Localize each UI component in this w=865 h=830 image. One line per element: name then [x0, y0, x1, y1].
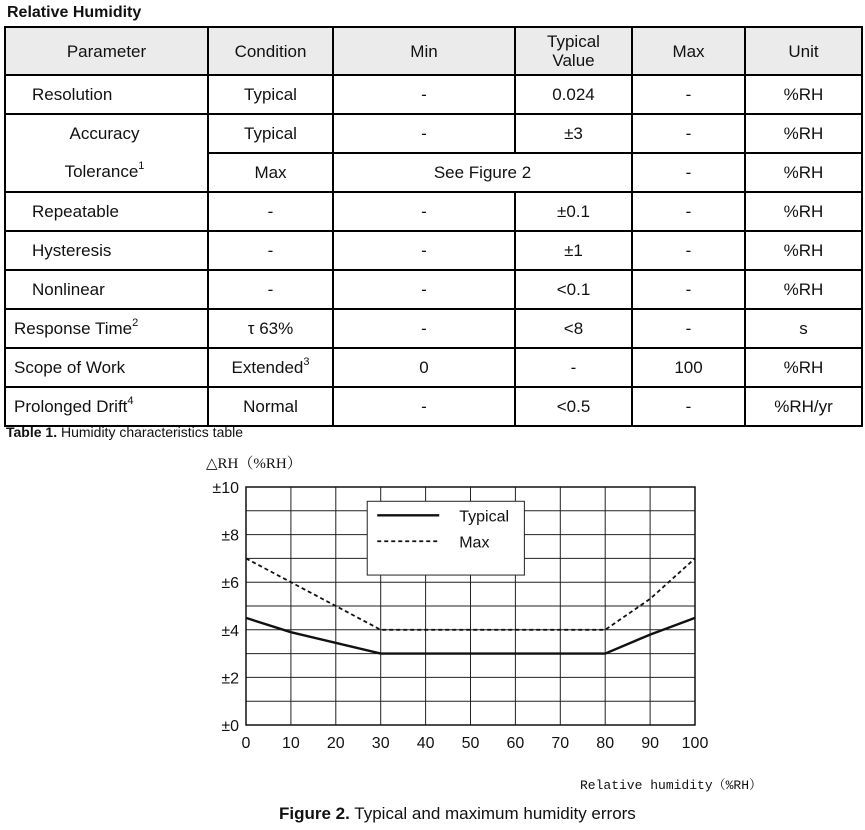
header-parameter: Parameter: [5, 27, 208, 75]
table-row: [5, 75, 862, 114]
x-tick-label: 20: [326, 735, 345, 752]
table-row: [5, 348, 862, 387]
table-row: [5, 114, 862, 153]
cell-typical: <8: [515, 309, 632, 348]
cell-condition: Typical: [208, 75, 333, 114]
y-axis-title: △RH（%RH）: [206, 456, 302, 472]
x-tick-label: 40: [416, 735, 435, 752]
cell-unit: %RH: [745, 75, 862, 114]
cell-condition-text: Extended: [231, 357, 304, 377]
cell-min: -: [333, 114, 515, 153]
cell-max: -: [632, 192, 745, 231]
section-title: Relative Humidity: [7, 4, 142, 21]
cell-max: -: [632, 114, 745, 153]
cell-max: -: [632, 153, 745, 192]
y-tick-label: ±6: [221, 575, 239, 593]
cell-condition: -: [208, 192, 333, 231]
footnote-marker: 3: [303, 355, 310, 368]
cell-parameter: Hysteresis: [5, 231, 208, 270]
x-tick-label: 80: [596, 735, 615, 752]
cell-unit: %RH: [745, 192, 862, 231]
cell-parameter: Accuracy: [5, 114, 208, 153]
table-row: [5, 309, 862, 348]
y-tick-label: ±4: [221, 622, 239, 640]
cell-unit: %RH: [745, 114, 862, 153]
legend-label-typical: Typical: [459, 508, 510, 526]
table-row: [5, 192, 862, 231]
x-tick-label: 30: [371, 735, 390, 752]
cell-parameter: Resolution: [5, 75, 208, 114]
cell-min: 0: [333, 348, 515, 387]
legend-label-max: Max: [459, 534, 490, 552]
y-tick-label: ±8: [221, 527, 239, 545]
cell-parameter: [5, 153, 208, 192]
figure-caption: [279, 804, 636, 824]
cell-typical: <0.1: [515, 270, 632, 309]
cell-max: -: [632, 387, 745, 426]
cell-min: -: [333, 387, 515, 426]
y-tick-label: ±2: [221, 670, 239, 688]
cell-typical: -: [515, 348, 632, 387]
table-caption-label: Table 1.: [6, 424, 58, 440]
cell-parameter: Nonlinear: [5, 270, 208, 309]
cell-parameter-text: Prolonged Drift: [14, 396, 128, 416]
x-axis-title: Relative humidity（%RH）: [580, 778, 763, 793]
cell-parameter: [5, 309, 208, 348]
cell-parameter-text: Response Time: [14, 318, 133, 338]
table-row: [5, 387, 862, 426]
y-tick-label: ±10: [212, 480, 239, 497]
cell-condition: Typical: [208, 114, 333, 153]
table-row: [5, 153, 862, 192]
humidity-spec-table: [4, 26, 863, 427]
cell-condition: Normal: [208, 387, 333, 426]
humidity-error-chart: [195, 475, 725, 760]
cell-max: -: [632, 75, 745, 114]
footnote-marker: 4: [127, 394, 134, 407]
header-min: Min: [333, 27, 515, 75]
cell-unit: %RH/yr: [745, 387, 862, 426]
cell-max: 100: [632, 348, 745, 387]
cell-min: -: [333, 75, 515, 114]
figure-caption-text: Typical and maximum humidity errors: [349, 804, 636, 823]
x-tick-label: 70: [551, 735, 570, 752]
cell-max: -: [632, 270, 745, 309]
x-tick-label: 60: [506, 735, 525, 752]
cell-max: -: [632, 309, 745, 348]
header-condition: Condition: [208, 27, 333, 75]
cell-min: -: [333, 231, 515, 270]
cell-parameter: Repeatable: [5, 192, 208, 231]
header-typical-value: [515, 27, 632, 75]
figure-caption-label: Figure 2.: [279, 804, 350, 823]
cell-typical: ±3: [515, 114, 632, 153]
cell-typical: 0.024: [515, 75, 632, 114]
cell-min: -: [333, 192, 515, 231]
cell-typical: ±1: [515, 231, 632, 270]
cell-unit: %RH: [745, 153, 862, 192]
cell-parameter: Scope of Work: [5, 348, 208, 387]
table-row: [5, 231, 862, 270]
cell-condition: Max: [208, 153, 333, 192]
x-tick-label: 90: [641, 735, 659, 752]
header-max: Max: [632, 27, 745, 75]
table-header-row: [5, 27, 862, 75]
cell-unit: s: [745, 309, 862, 348]
table-caption-text: Humidity characteristics table: [57, 424, 244, 440]
footnote-marker: 1: [138, 160, 145, 173]
cell-condition: -: [208, 270, 333, 309]
header-unit: Unit: [745, 27, 862, 75]
header-typical-text: Typical Value: [547, 32, 600, 70]
footnote-marker: 2: [132, 316, 139, 329]
cell-condition: [208, 348, 333, 387]
cell-typical: <0.5: [515, 387, 632, 426]
x-tick-label: 0: [241, 735, 251, 752]
cell-unit: %RH: [745, 348, 862, 387]
y-tick-label: ±0: [221, 718, 239, 735]
cell-unit: %RH: [745, 231, 862, 270]
table-caption: [6, 424, 243, 440]
x-tick-label: 100: [681, 735, 709, 752]
cell-condition: -: [208, 231, 333, 270]
cell-see-figure: See Figure 2: [333, 153, 632, 192]
cell-max: -: [632, 231, 745, 270]
cell-min: -: [333, 270, 515, 309]
cell-parameter-text: Tolerance: [64, 162, 139, 181]
x-tick-label: 10: [282, 735, 300, 752]
cell-typical: ±0.1: [515, 192, 632, 231]
cell-unit: %RH: [745, 270, 862, 309]
table-row: [5, 270, 862, 309]
cell-min: -: [333, 309, 515, 348]
cell-condition: τ 63%: [208, 309, 333, 348]
cell-parameter: [5, 387, 208, 426]
x-tick-label: 50: [461, 735, 480, 752]
